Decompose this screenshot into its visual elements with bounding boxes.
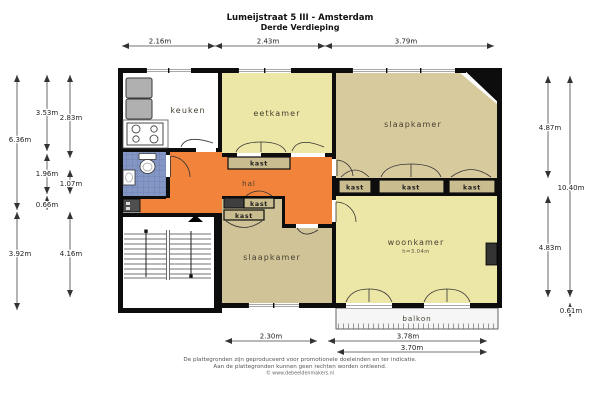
dim-label: 1.07m (59, 180, 83, 188)
window-mullion (291, 68, 292, 73)
page-subtitle: Derde Verdieping (260, 23, 340, 32)
room-label-woonkamer: woonkamer (387, 238, 445, 247)
kast-label: kast (402, 184, 420, 192)
room-label-eetkamer: eetkamer (253, 109, 301, 118)
window-mullion (238, 68, 239, 73)
wall (123, 196, 166, 199)
burner-icon (133, 136, 139, 142)
room-stairwell (123, 217, 214, 308)
dim-label: 3.92m (8, 250, 32, 258)
dim-label: 0.61m (559, 307, 583, 315)
burner-icon (150, 135, 158, 143)
toilet-icon (140, 160, 155, 174)
meter-cupboard (123, 199, 140, 212)
window-mullion (168, 68, 169, 73)
door-opening (332, 200, 336, 222)
kast-label: kast (463, 184, 481, 192)
door-opening (332, 159, 336, 176)
room-label-balkon: balkon (402, 314, 432, 323)
window-mullion (264, 68, 265, 73)
dim-label: 1.96m (35, 170, 59, 178)
window-glass (352, 68, 456, 73)
wall (123, 213, 218, 217)
window-mullion (420, 68, 421, 73)
hal-corridor (166, 149, 222, 213)
wall (218, 68, 222, 152)
dim-label: 2.83m (59, 114, 83, 122)
dim-label: 4.16m (59, 250, 83, 258)
handrail-post (189, 275, 192, 278)
window-eetkamer (238, 68, 293, 73)
window-mullion (191, 68, 192, 73)
window-mullion (352, 68, 353, 73)
dim-label: 4.83m (538, 244, 562, 252)
room-label-woonkamer-height: h=3.04m (402, 249, 430, 255)
window-keuken (146, 68, 193, 73)
dim-label: 3.78m (396, 332, 420, 341)
window-mullion (273, 303, 274, 308)
stove (127, 123, 163, 145)
wall (332, 68, 336, 308)
dim-label: 6.36m (8, 136, 32, 144)
door-opening (291, 153, 325, 157)
burner-icon (151, 126, 157, 132)
handrail-post (144, 230, 147, 233)
footer-line-2: Aan de plattegronden kunnen geen rechten worden ontleend. (213, 364, 387, 370)
dim-label: 10.40m (557, 184, 585, 192)
window-mullion (146, 68, 147, 73)
dim-label: 0.66m (35, 201, 59, 209)
hal-extension (284, 198, 332, 226)
door-opening (166, 155, 170, 177)
window-mullion (248, 303, 249, 308)
toilet-tank (139, 154, 156, 160)
sink-basin (126, 173, 133, 182)
window-mullion (455, 68, 456, 73)
dim-label: 2.30m (259, 332, 283, 341)
wall (282, 198, 285, 226)
kast-label: kast (250, 160, 268, 168)
room-label-slaapkamer-bottom: slaapkamer (243, 253, 301, 262)
door-opening (237, 153, 261, 157)
chimney (486, 243, 497, 265)
footer-line-3: © www.debeeldenmakers.nl (265, 371, 335, 377)
wall (118, 308, 222, 313)
kast-label: kast (346, 184, 364, 192)
meter-detail (126, 202, 130, 205)
window-slaapkamer-bottom (248, 303, 301, 308)
room-label-slaapkamer-top: slaapkamer (384, 120, 442, 129)
window-slaapkamer-top (352, 68, 457, 73)
kast-label: kast (235, 213, 253, 220)
kast-label: kast (250, 201, 268, 208)
meter-detail (126, 207, 130, 210)
footer-line-1: De plattegronden zijn geproduceerd voor promotionele doeleinden en ter indicatie. (183, 357, 417, 363)
dim-label: 3.70m (400, 344, 424, 352)
fridge-icon (126, 78, 152, 98)
dim-label: 2.43m (256, 37, 280, 46)
dim-label: 3.53m (35, 109, 59, 117)
window-mullion (299, 303, 300, 308)
page-title: Lumeijstraat 5 III - Amsterdam (226, 13, 374, 23)
wall (118, 68, 123, 313)
wall (214, 213, 222, 308)
hal-left-strip (140, 198, 166, 213)
burner-icon (132, 125, 140, 133)
wall (497, 100, 502, 308)
window-mullion (386, 68, 387, 73)
footer (183, 357, 416, 377)
room-label-keuken: keuken (170, 106, 206, 115)
freezer-icon (126, 99, 152, 119)
dim-label: 3.79m (394, 37, 418, 46)
door-opening (296, 224, 318, 228)
dim-label: 2.16m (148, 37, 172, 46)
dim-label: 4.87m (538, 124, 562, 132)
room-label-hal: hal (242, 179, 256, 188)
dark-cupboard (224, 198, 244, 208)
door-opening (196, 148, 216, 152)
